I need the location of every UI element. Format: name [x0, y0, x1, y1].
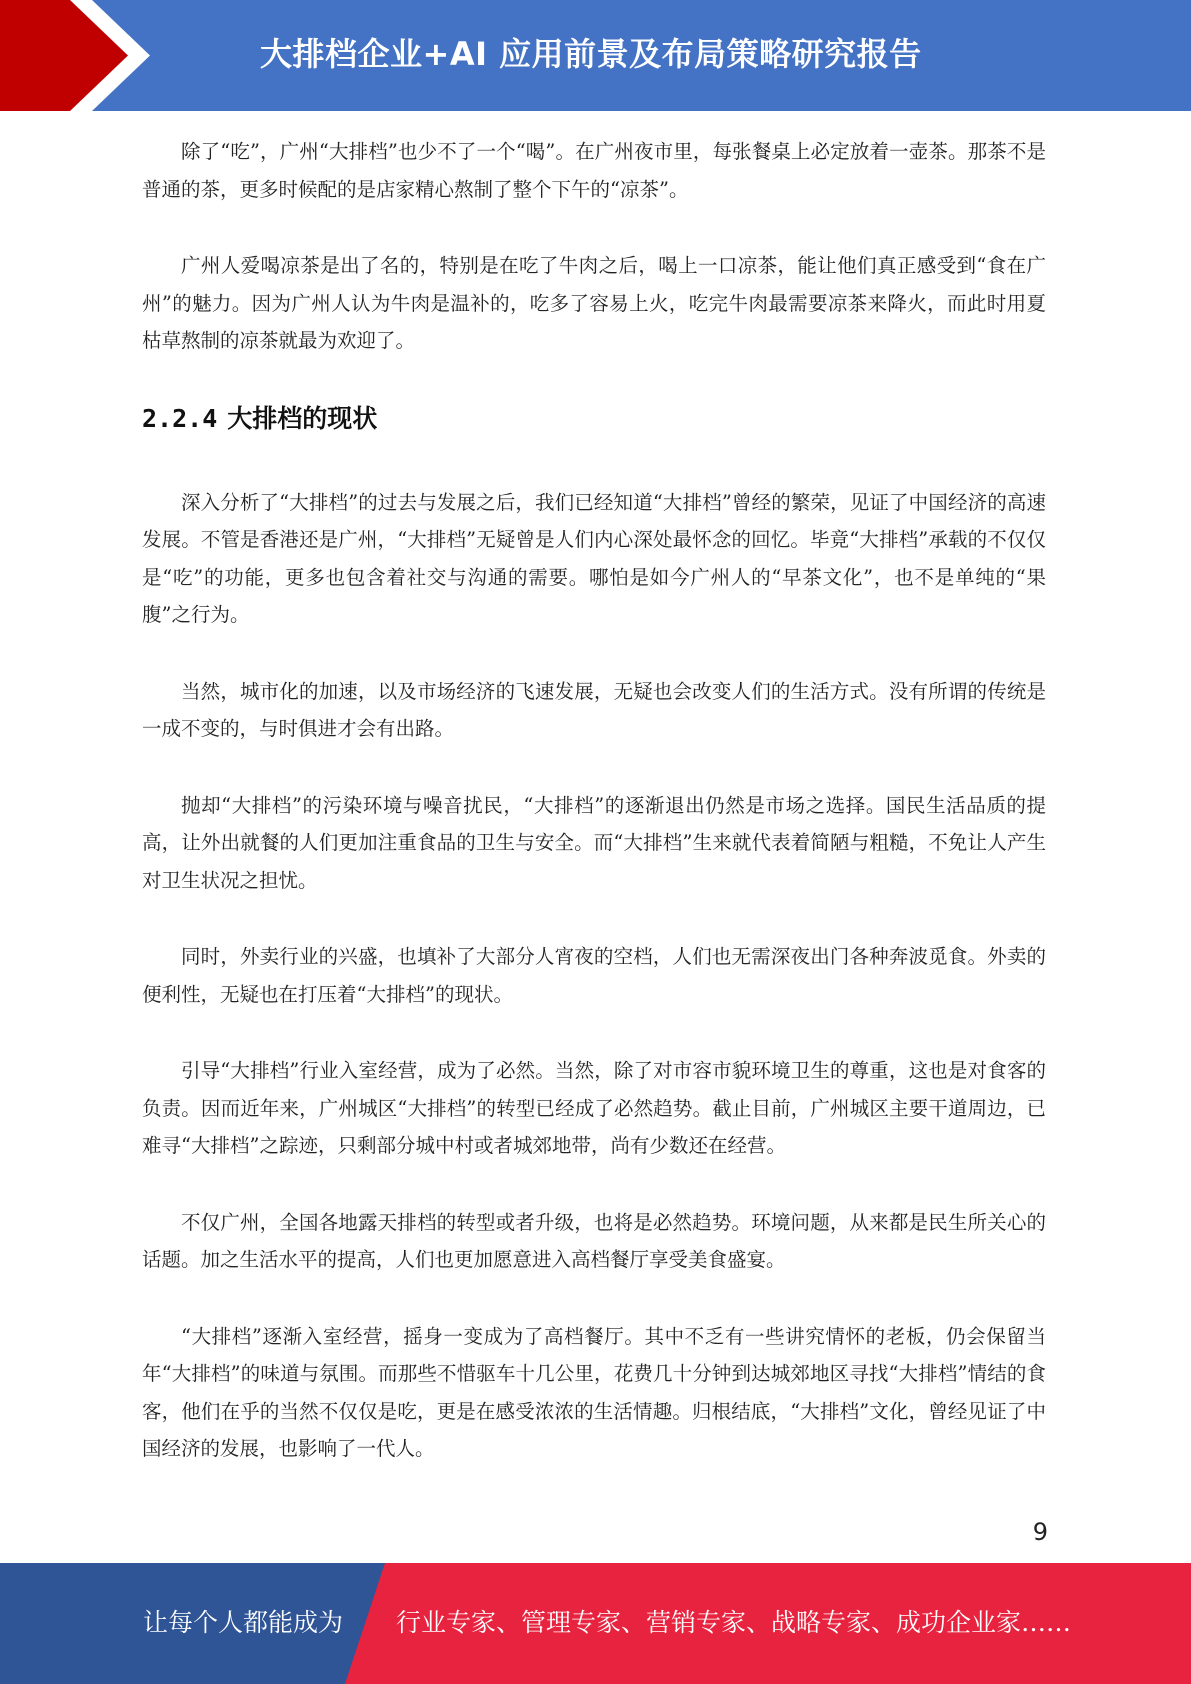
- page-content: [142, 133, 1046, 1507]
- paragraph: 不仅广州，全国各地露天排档的转型或者升级，也将是必然趋势。环境问题，从来都是民生所关心的话题。加之生活水平的提高，人们也更加愿意进入高档餐厅享受美食盛宴。: [142, 1210, 1046, 1271]
- section-title: 大排档的现状: [227, 403, 378, 433]
- page-footer: [0, 1563, 1191, 1684]
- paragraph: 同时，外卖行业的兴盛，也填补了大部分人宵夜的空档，人们也无需深夜出门各种奔波觅食。外卖的便利性，无疑也在打压着“大排档”的现状。: [142, 945, 1046, 1006]
- paragraph: 引导“大排档”行业入室经营，成为了必然。当然，除了对市容市貌环境卫生的尊重，这也是对食客的负责。因而近年来，广州城区“大排档”的转型已经成了必然趋势。截止目前，广州城区主要干道周边，已难寻“大排档”之踪迹，只剩部分城中村或者城郊地带，尚有少数还在经营。: [142, 1059, 1046, 1157]
- footer-slogan-left: 让每个人都能成为: [143, 1608, 344, 1637]
- page-number: 9: [1032, 1518, 1048, 1546]
- paragraph: 广州人爱喝凉茶是出了名的，特别是在吃了牛肉之后，喝上一口凉茶，能让他们真正感受到“食在广州”的魅力。因为广州人认为牛肉是温补的，吃多了容易上火，吃完牛肉最需要凉茶来降火，而此时用夏枯草熬制的凉茶就最为欢迎了。: [142, 254, 1046, 352]
- paragraph: 当然，城市化的加速，以及市场经济的飞速发展，无疑也会改变人们的生活方式。没有所谓的传统是一成不变的，与时俱进才会有出路。: [142, 679, 1046, 740]
- paragraph: “大排档”逐渐入室经营，摇身一变成为了高档餐厅。其中不乏有一些讲究情怀的老板，仍会保留当年“大排档”的味道与氛围。而那些不惜驱车十几公里，花费几十分钟到达城郊地区寻找“大排档”情结的食客，他们在乎的当然不仅仅是吃，更是在感受浓浓的生活情趣。归根结底，“大排档”文化，曾经见证了中国经济的发展，也影响了一代人。: [142, 1324, 1046, 1460]
- report-title: 大排档企业+AI 应用前景及布局策略研究报告: [260, 35, 922, 73]
- section-number: 2.2.4: [142, 403, 218, 433]
- paragraph: 抛却“大排档”的污染环境与噪音扰民，“大排档”的逐渐退出仍然是市场之选择。国民生活品质的提高，让外出就餐的人们更加注重食品的卫生与安全。而“大排档”生来就代表着简陋与粗糙，不免让人产生对卫生状况之担忧。: [142, 793, 1046, 892]
- page-header: [0, 0, 1191, 111]
- footer-slogan-right: 行业专家、管理专家、营销专家、战略专家、成功企业家……: [396, 1608, 1072, 1637]
- section-heading: [142, 399, 1046, 439]
- paragraph: 除了“吃”，广州“大排档”也少不了一个“喝”。在广州夜市里，每张餐桌上必定放着一壶茶。那茶不是普通的茶，更多时候配的是店家精心熬制了整个下午的“凉茶”。: [142, 140, 1046, 201]
- paragraph: 深入分析了“大排档”的过去与发展之后，我们已经知道“大排档”曾经的繁荣，见证了中国经济的高速发展。不管是香港还是广州，“大排档”无疑曾是人们内心深处最怀念的回忆。毕竟“大排档”承载的不仅仅是“吃”的功能，更多也包含着社交与沟通的需要。哪怕是如今广州人的“早茶文化”，也不是单纯的“果腹”之行为。: [142, 490, 1046, 626]
